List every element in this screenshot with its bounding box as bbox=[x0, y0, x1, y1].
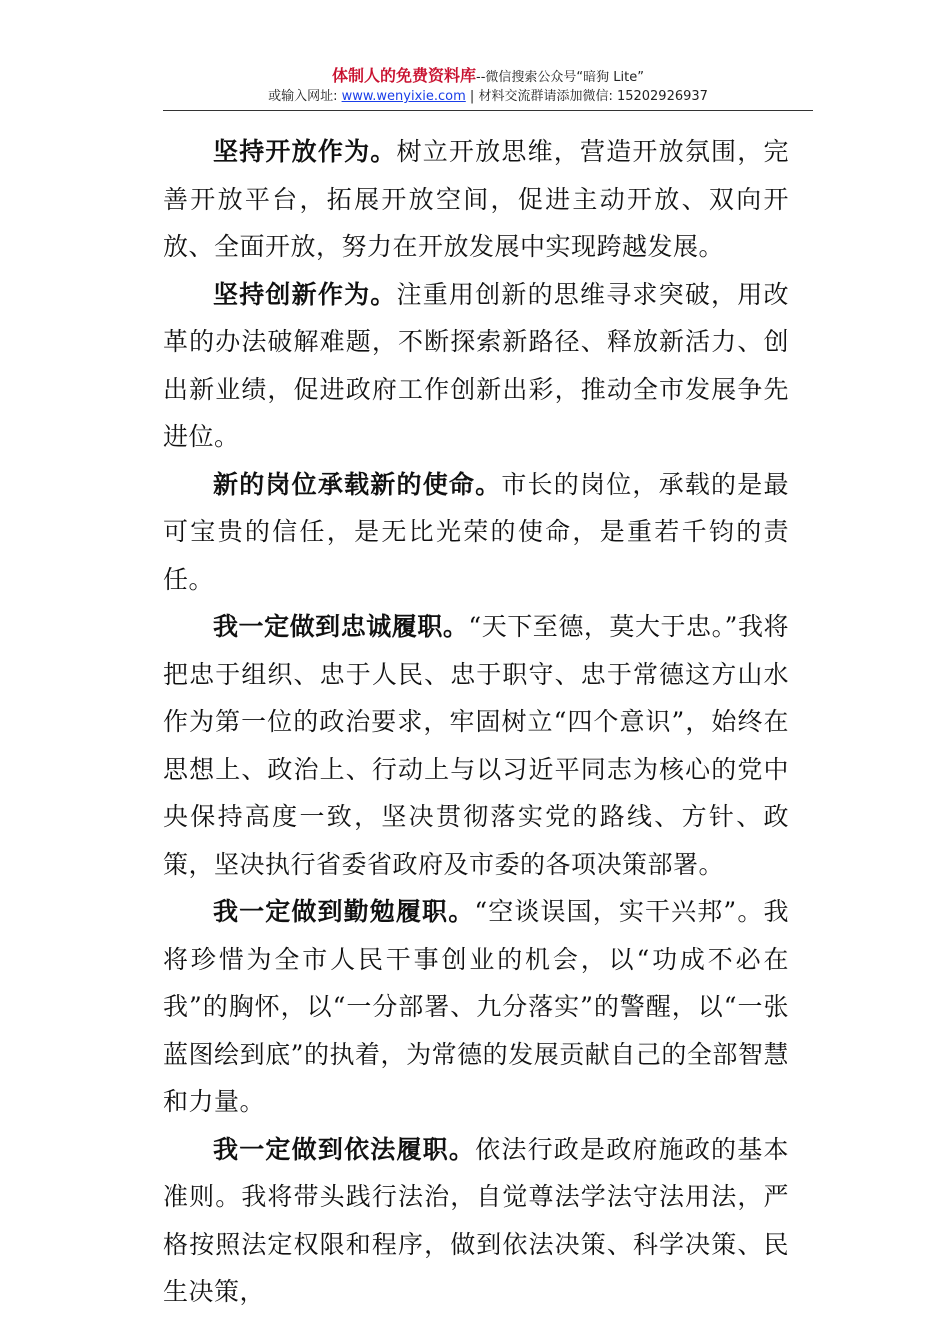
header-url-link[interactable]: www.wenyixie.com bbox=[341, 89, 466, 104]
paragraph-text: 市长的岗位，承载的是最可宝贵的信任，是无比光荣的使命，是重若千钧的责任。 bbox=[163, 469, 789, 594]
paragraph-mission bbox=[163, 461, 789, 604]
header-contact-line bbox=[163, 88, 813, 106]
paragraph-heading: 坚持创新作为。 bbox=[213, 279, 397, 309]
paragraph-loyal bbox=[163, 603, 789, 888]
paragraph-innovate bbox=[163, 271, 789, 461]
header-url-prefix: 或输入网址: bbox=[268, 89, 342, 104]
paragraph-heading: 新的岗位承载新的使命。 bbox=[213, 469, 502, 499]
page-header bbox=[163, 66, 813, 106]
paragraph-heading: 我一定做到勤勉履职。 bbox=[213, 897, 475, 926]
paragraph-heading: 坚持开放作为。 bbox=[213, 137, 397, 166]
header-contact: | 材料交流群请添加微信: 15202926937 bbox=[465, 89, 708, 104]
paragraph-text: “天下至德，莫大于忠。”我将把忠于组织、忠于人民、忠于职守、忠于常德这方山水作为第一位的政治要求，牢固树立“四个意识”，始终在思想上、政治上、行动上与以习近平同志为核心的党中央保持高度一致，坚决贯彻落实党的路线、方针、政策，坚决执行省委省政府及市委的各项决策部署。 bbox=[163, 612, 789, 879]
header-title-line bbox=[163, 66, 813, 88]
paragraph-text: 注重用创新的思维寻求突破，用改革的办法破解难题，不断探索新路径、释放新活力、创出新业绩，促进政府工作创新出彩，推动全市发展争先进位。 bbox=[163, 279, 789, 451]
paragraph-lawful bbox=[163, 1126, 789, 1316]
header-divider bbox=[163, 110, 813, 111]
paragraph-heading: 我一定做到忠诚履职。 bbox=[213, 612, 469, 641]
header-brand: 体制人的免费资料库 bbox=[332, 66, 477, 85]
paragraph-diligent bbox=[163, 888, 789, 1126]
paragraph-text: 树立开放思维，营造开放氛围，完善开放平台，拓展开放空间，促进主动开放、双向开放、全面开放，努力在开放发展中实现跨越发展。 bbox=[163, 137, 789, 261]
document-body bbox=[163, 128, 789, 1316]
paragraph-open bbox=[163, 128, 789, 271]
header-tagline: --微信搜索公众号“暗狗 Lite” bbox=[476, 70, 644, 85]
paragraph-text: 依法行政是政府施政的基本准则。我将带头践行法治，自觉尊法学法守法用法，严格按照法定权限和程序，做到依法决策、科学决策、民生决策， bbox=[163, 1134, 789, 1306]
paragraph-heading: 我一定做到依法履职。 bbox=[213, 1134, 476, 1164]
paragraph-text: “空谈误国，实干兴邦”。我将珍惜为全市人民干事创业的机会，以“功成不必在我”的胸怀，以“一分部署、九分落实”的警醒，以“一张蓝图绘到底”的执着，为常德的发展贡献自己的全部智慧和力量。 bbox=[163, 897, 789, 1116]
